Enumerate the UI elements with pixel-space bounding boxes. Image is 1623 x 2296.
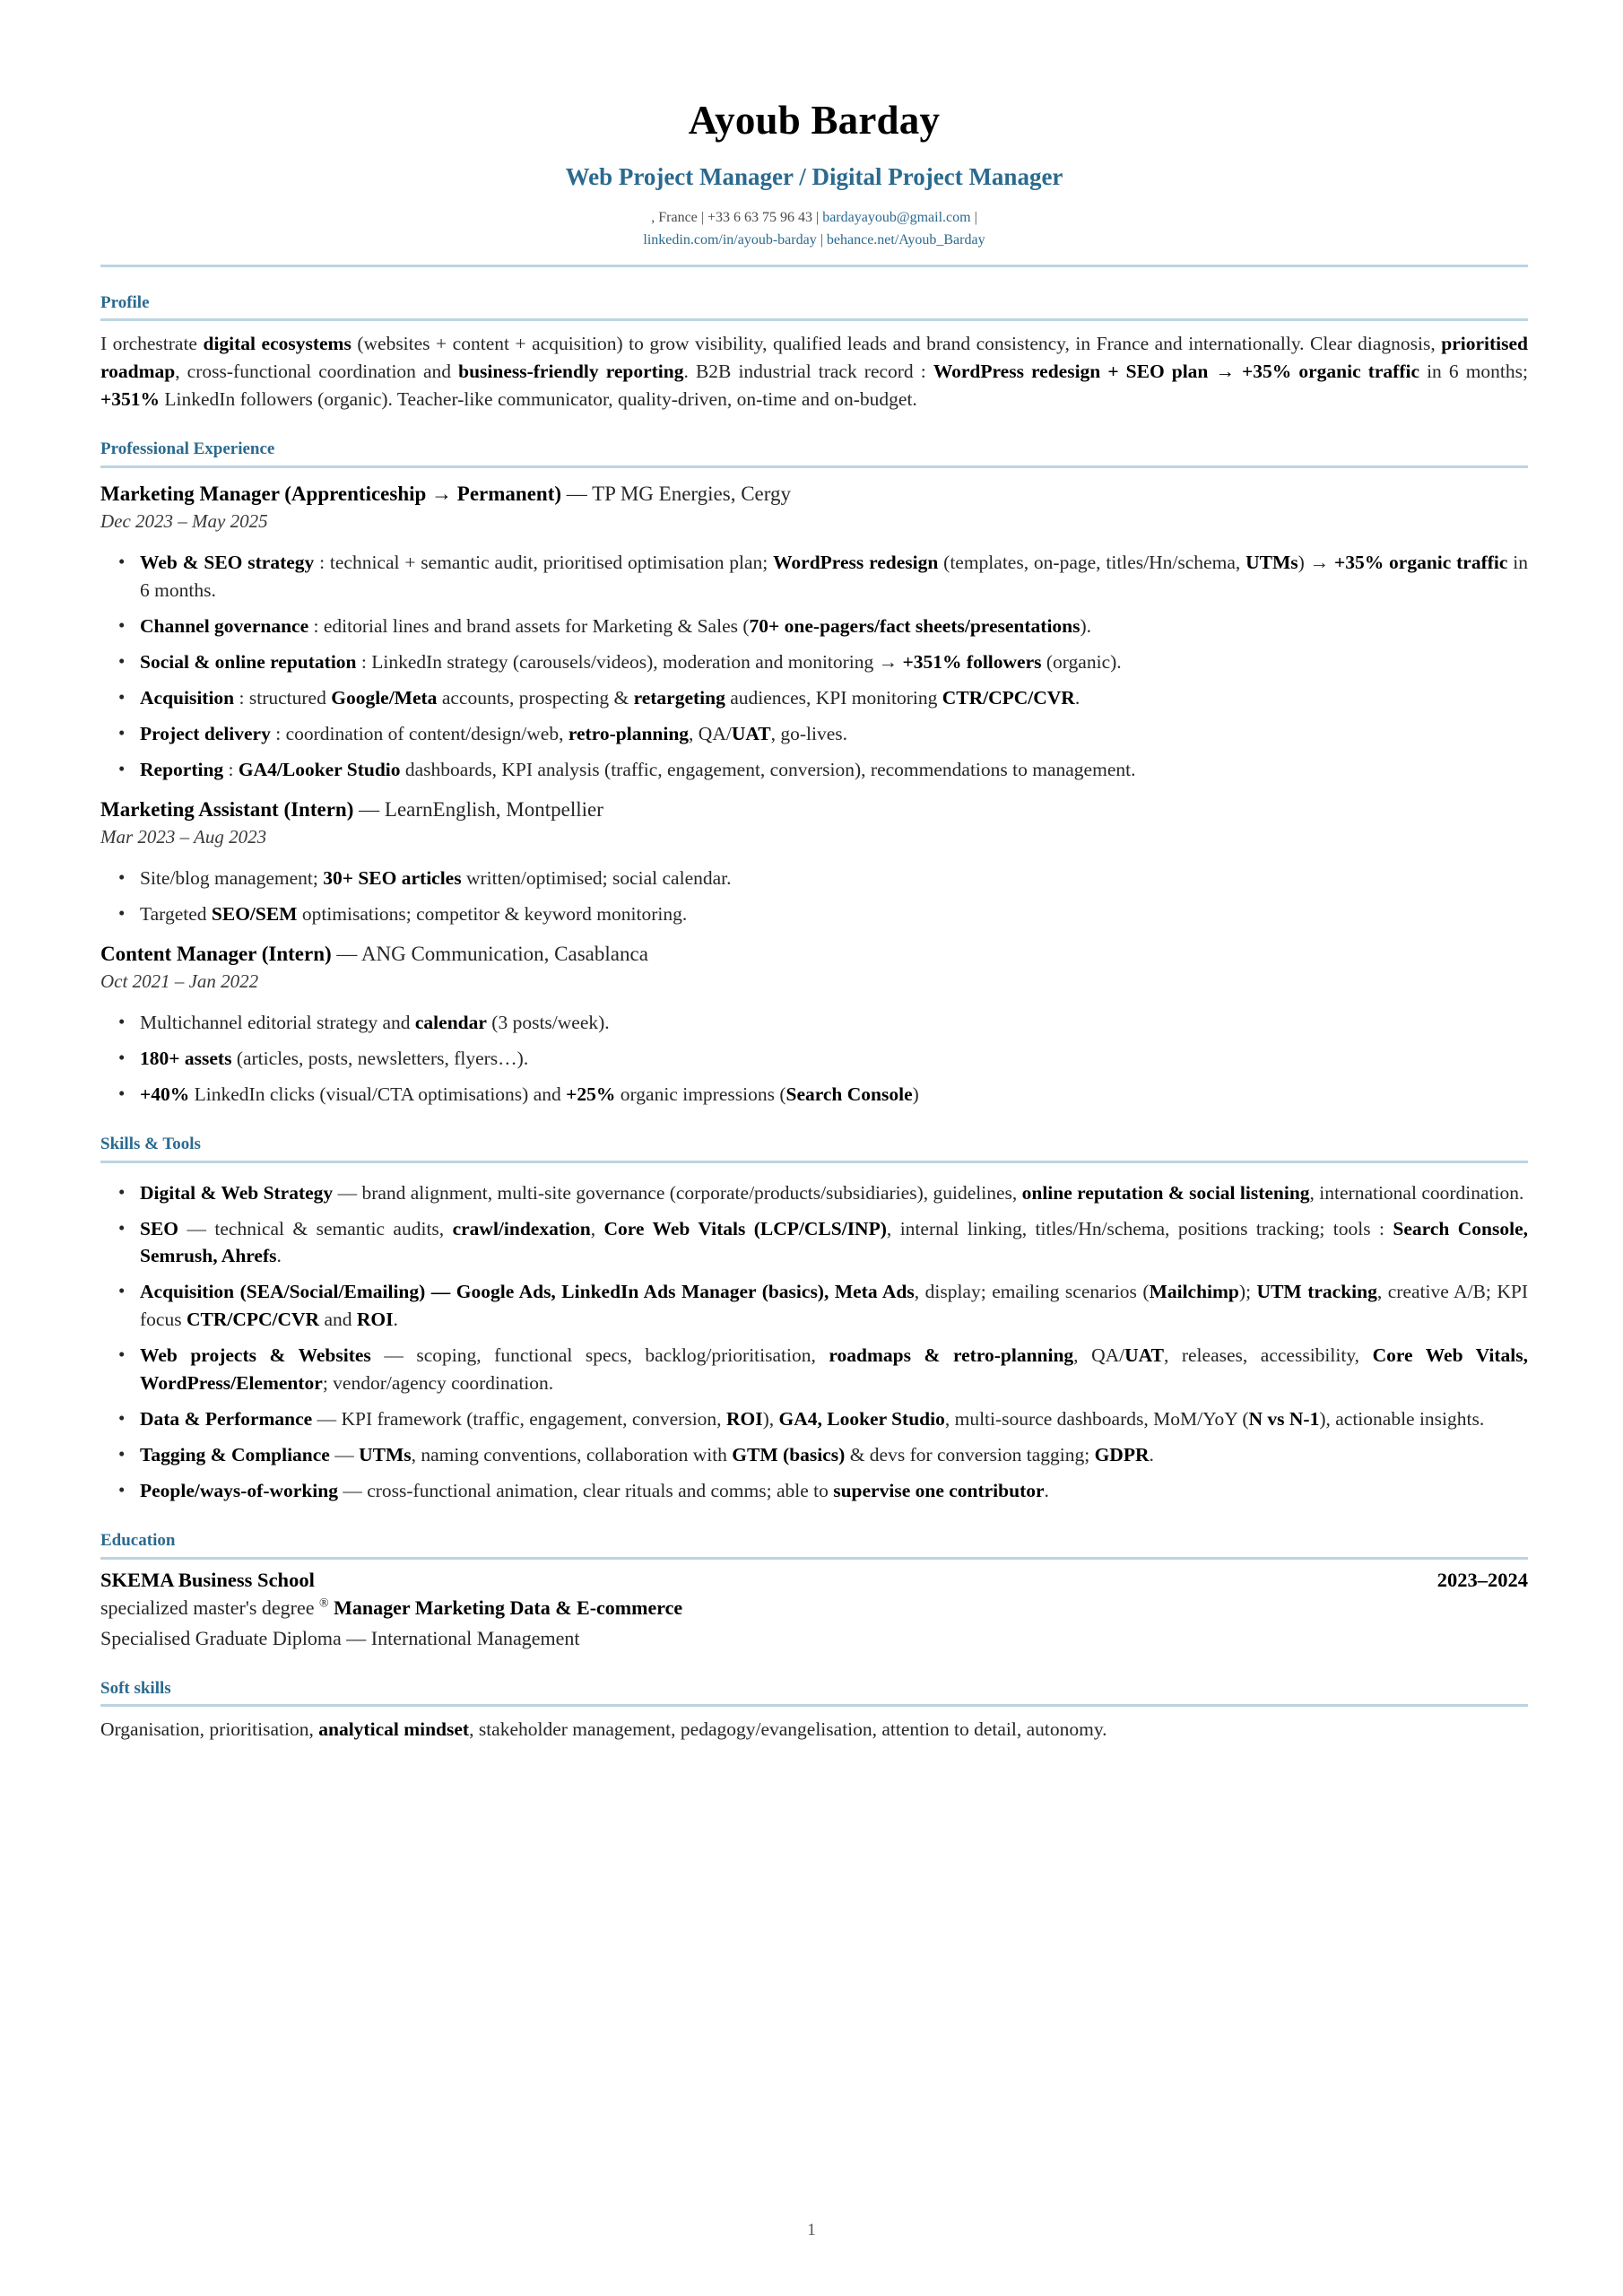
- emphasis-run: online reputation & social listening: [1021, 1181, 1310, 1204]
- bullet-item: [100, 1081, 1528, 1109]
- text-run: — KPI framework (traffic, engagement, conversion,: [312, 1408, 726, 1431]
- email-link[interactable]: bardayayoub@gmail.com: [822, 210, 971, 225]
- emphasis-run: +40%: [140, 1083, 190, 1105]
- text-run: in 6 months;: [1419, 361, 1528, 383]
- text-run: Site/blog management;: [140, 866, 324, 889]
- emphasis-run: +35% organic traffic: [1333, 552, 1508, 574]
- behance-link[interactable]: behance.net/Ayoub_Barday: [826, 231, 985, 248]
- text-run: );: [1238, 1281, 1257, 1303]
- emphasis-run: CTR/CPC/CVR: [186, 1309, 320, 1331]
- text-run: .: [1074, 687, 1081, 709]
- text-run: , go-lives.: [770, 723, 848, 744]
- emphasis-run: Channel governance: [140, 615, 309, 638]
- text-run: , naming conventions, collaboration with: [411, 1444, 733, 1466]
- text-run: ),: [762, 1408, 779, 1431]
- resume-header: [100, 97, 1528, 267]
- emphasis-run: ROI: [356, 1309, 394, 1331]
- emphasis-run: Data & Performance: [140, 1408, 313, 1431]
- text-run: accounts, prospecting &: [437, 687, 634, 709]
- bullet-item: [100, 900, 1528, 928]
- emphasis-run: prioritised roadmap: [100, 333, 1528, 383]
- bullet-item: [100, 1441, 1528, 1469]
- emphasis-run: Social & online reputation: [140, 651, 357, 674]
- emphasis-run: 70+ one-pagers/fact sheets/presentations: [749, 615, 1081, 638]
- section-divider-experience: [100, 465, 1528, 468]
- emphasis-run: WordPress redesign: [773, 552, 939, 574]
- text-run: (organic).: [1041, 651, 1122, 674]
- bullet-item: [100, 1477, 1528, 1505]
- emphasis-run: Web & SEO strategy: [140, 552, 315, 574]
- text-run: in 6 months.: [140, 552, 1528, 602]
- text-run: : coordination of content/design/web,: [270, 723, 568, 744]
- bullet-item: [100, 648, 1528, 676]
- job-role: Marketing Manager (Apprenticeship → Permanent): [100, 483, 562, 506]
- text-run: — scoping, functional specs, backlog/prioritisation,: [370, 1344, 829, 1367]
- emphasis-run: Search Console, Semrush, Ahrefs: [140, 1217, 1529, 1267]
- emphasis-run: +351% followers: [902, 651, 1042, 674]
- section-skills: [100, 1135, 1528, 1505]
- contact-info: [100, 207, 1528, 252]
- text-run: , display; emailing scenarios (: [914, 1281, 1150, 1303]
- resume-content: [100, 0, 1528, 1744]
- text-run: , QA/: [1073, 1344, 1125, 1367]
- emphasis-run: Tagging & Compliance: [140, 1444, 330, 1466]
- section-soft-skills: [100, 1680, 1528, 1744]
- bullet-item: [100, 613, 1528, 640]
- section-title-soft-skills: Soft skills: [100, 1678, 171, 1698]
- section-divider-education: [100, 1557, 1528, 1560]
- text-run: Organisation, prioritisation,: [100, 1718, 319, 1741]
- education-row: [100, 1569, 1528, 1592]
- education-degree-mark: ®: [319, 1596, 329, 1611]
- job-title: [100, 943, 1528, 966]
- text-run: Targeted: [140, 902, 212, 925]
- emphasis-run: UTMs: [359, 1444, 412, 1466]
- job-organisation: — LearnEnglish, Montpellier: [353, 797, 603, 821]
- text-run: & devs for conversion tagging;: [845, 1444, 1095, 1466]
- emphasis-run: WordPress redesign + SEO plan → +35% organic traffic: [933, 361, 1419, 383]
- text-run: (websites + content + acquisition) to grow visibility, qualified leads and brand consistency, in France and internationally. Clear diagnosis,: [351, 333, 1442, 355]
- contact-location-phone: , France | +33 6 63 75 96 43 |: [651, 210, 823, 225]
- text-run: , creative A/B; KPI focus: [140, 1281, 1528, 1331]
- header-divider: [100, 265, 1528, 267]
- emphasis-run: Google/Meta: [331, 687, 438, 709]
- text-run: LinkedIn followers (organic). Teacher-like communicator, quality-driven, on-time and on-budget.: [160, 388, 917, 411]
- emphasis-run: Web projects & Websites: [140, 1344, 371, 1367]
- text-run: .: [276, 1245, 282, 1267]
- emphasis-run: Digital & Web Strategy: [140, 1181, 334, 1204]
- job-bullet-list: [100, 1009, 1528, 1109]
- contact-suffix: |: [970, 210, 977, 225]
- emphasis-run: Mailchimp: [1149, 1281, 1239, 1303]
- text-run: : technical + semantic audit, prioritised optimisation plan;: [314, 552, 774, 574]
- text-run: , multi-source dashboards, MoM/YoY (: [944, 1408, 1249, 1431]
- job-organisation: — TP MG Energies, Cergy: [561, 483, 792, 506]
- job-organisation: — ANG Communication, Casablanca: [331, 942, 648, 965]
- text-run: . B2B industrial track record :: [683, 361, 933, 383]
- education-degree-prefix: specialized master's degree: [100, 1596, 320, 1619]
- emphasis-run: +351%: [100, 388, 161, 411]
- emphasis-run: UTMs: [1245, 552, 1298, 574]
- emphasis-run: UTM tracking: [1256, 1281, 1377, 1303]
- text-run: dashboards, KPI analysis (traffic, engagement, conversion), recommendations to management.: [400, 758, 1136, 780]
- bullet-item: [100, 1179, 1528, 1207]
- text-run: .: [393, 1309, 398, 1331]
- emphasis-run: Project delivery: [140, 723, 271, 744]
- bullet-item: [100, 1342, 1528, 1397]
- text-run: (articles, posts, newsletters, flyers…).: [231, 1047, 529, 1069]
- experience-entry: [100, 798, 1528, 928]
- emphasis-run: 180+ assets: [140, 1047, 232, 1069]
- text-run: : LinkedIn strategy (carousels/videos), moderation and monitoring →: [356, 651, 903, 674]
- education-degree: [100, 1595, 1528, 1622]
- job-title: [100, 798, 1528, 822]
- page-number: 1: [807, 2221, 816, 2239]
- text-run: ) →: [1298, 552, 1334, 574]
- emphasis-run: Acquisition (SEA/Social/Emailing) — Google Ads, LinkedIn Ads Manager (basics), Meta Ads: [140, 1281, 915, 1303]
- emphasis-run: GA4, Looker Studio: [778, 1408, 945, 1431]
- emphasis-run: digital ecosystems: [203, 333, 352, 355]
- emphasis-run: retro-planning: [568, 723, 690, 744]
- section-title-education: Education: [100, 1531, 176, 1551]
- emphasis-run: SEO/SEM: [211, 902, 298, 925]
- candidate-name: Ayoub Barday: [688, 98, 941, 143]
- text-run: (templates, on-page, titles/Hn/schema,: [938, 552, 1246, 574]
- emphasis-run: UAT: [731, 723, 771, 744]
- text-run: optimisations; competitor & keyword monitoring.: [297, 902, 688, 925]
- text-run: , internal linking, titles/Hn/schema, positions tracking; tools :: [886, 1217, 1393, 1239]
- emphasis-run: Core Web Vitals, WordPress/Elementor: [140, 1344, 1529, 1395]
- emphasis-run: +25%: [566, 1083, 616, 1105]
- education-school: SKEMA Business School: [100, 1568, 315, 1591]
- emphasis-run: People/ways-of-working: [140, 1480, 338, 1502]
- text-run: audiences, KPI monitoring: [725, 687, 942, 709]
- text-run: , international coordination.: [1309, 1181, 1524, 1204]
- section-profile: [100, 294, 1528, 414]
- text-run: ).: [1080, 615, 1092, 638]
- emphasis-run: GDPR: [1094, 1444, 1150, 1466]
- emphasis-run: ROI: [725, 1408, 763, 1431]
- bullet-item: [100, 1405, 1528, 1433]
- emphasis-run: supervise one contributor: [833, 1480, 1045, 1502]
- text-run: — technical & semantic audits,: [178, 1217, 453, 1239]
- soft-skills-text: [100, 1716, 1528, 1744]
- emphasis-run: Search Console: [785, 1083, 913, 1105]
- text-run: and: [319, 1309, 357, 1331]
- text-run: LinkedIn clicks (visual/CTA optimisations) and: [189, 1083, 567, 1105]
- text-run: (3 posts/week).: [486, 1011, 610, 1033]
- emphasis-run: SEO: [140, 1217, 179, 1239]
- section-divider-soft-skills: [100, 1704, 1528, 1707]
- experience-entry: [100, 483, 1528, 784]
- text-run: , cross-functional coordination and: [175, 361, 459, 383]
- job-dates: Mar 2023 – Aug 2023: [100, 825, 267, 848]
- section-title-experience: Professional Experience: [100, 439, 275, 459]
- text-run: , releases, accessibility,: [1163, 1344, 1373, 1367]
- bullet-item: [100, 549, 1528, 604]
- text-run: ): [912, 1083, 919, 1105]
- emphasis-run: Core Web Vitals (LCP/CLS/INP): [603, 1217, 887, 1239]
- emphasis-run: GA4/Looker Studio: [238, 758, 401, 780]
- bullet-item: [100, 720, 1528, 748]
- text-run: .: [1044, 1480, 1049, 1502]
- emphasis-run: business-friendly reporting: [458, 361, 684, 383]
- text-run: , stakeholder management, pedagogy/evangelisation, attention to detail, autonomy.: [469, 1718, 1107, 1741]
- emphasis-run: GTM (basics): [732, 1444, 846, 1466]
- experience-list: [100, 483, 1528, 1108]
- education-diploma: Specialised Graduate Diploma — International Management: [100, 1626, 580, 1649]
- job-dates: Dec 2023 – May 2025: [100, 510, 268, 533]
- text-run: Multichannel editorial strategy and: [140, 1011, 415, 1033]
- text-run: ), actionable insights.: [1319, 1408, 1485, 1431]
- education-degree-name: Manager Marketing Data & E-commerce: [328, 1596, 683, 1619]
- text-run: : structured: [234, 687, 332, 709]
- text-run: ; vendor/agency coordination.: [322, 1372, 554, 1395]
- text-run: — brand alignment, multi-site governance (corporate/products/subsidiaries), guidelines,: [333, 1181, 1022, 1204]
- bullet-item: [100, 1278, 1528, 1334]
- text-run: .: [1149, 1444, 1154, 1466]
- emphasis-run: analytical mindset: [318, 1718, 470, 1741]
- job-role: Marketing Assistant (Intern): [100, 797, 354, 821]
- emphasis-run: 30+ SEO articles: [323, 866, 462, 889]
- emphasis-run: calendar: [414, 1011, 487, 1033]
- section-title-skills: Skills & Tools: [100, 1134, 201, 1153]
- job-dates: Oct 2021 – Jan 2022: [100, 970, 259, 992]
- skills-bullet-list: [100, 1179, 1528, 1506]
- section-title-profile: Profile: [100, 292, 150, 312]
- text-run: I orchestrate: [100, 333, 204, 355]
- bullet-item: [100, 1215, 1528, 1271]
- emphasis-run: Reporting: [140, 758, 224, 780]
- emphasis-run: CTR/CPC/CVR: [942, 687, 1075, 709]
- job-role: Content Manager (Intern): [100, 942, 332, 965]
- emphasis-run: roadmaps & retro-planning: [829, 1344, 1074, 1367]
- section-divider-skills: [100, 1161, 1528, 1163]
- experience-entry: [100, 943, 1528, 1109]
- text-run: — cross-functional animation, clear rituals and comms; able to: [337, 1480, 834, 1502]
- section-divider-profile: [100, 318, 1528, 321]
- emphasis-run: crawl/indexation: [452, 1217, 591, 1239]
- text-run: written/optimised; social calendar.: [461, 866, 732, 889]
- emphasis-run: N vs N-1: [1248, 1408, 1320, 1431]
- job-bullet-list: [100, 549, 1528, 784]
- link-separator: |: [816, 231, 827, 248]
- candidate-role: Web Project Manager / Digital Project Manager: [565, 163, 1063, 190]
- bullet-item: [100, 1009, 1528, 1037]
- profile-text: [100, 330, 1528, 413]
- bullet-item: [100, 756, 1528, 784]
- text-run: —: [329, 1444, 360, 1466]
- emphasis-run: UAT: [1124, 1344, 1164, 1367]
- text-run: :: [223, 758, 239, 780]
- section-education: [100, 1532, 1528, 1652]
- emphasis-run: retargeting: [633, 687, 725, 709]
- section-experience: [100, 440, 1528, 1108]
- emphasis-run: Acquisition: [140, 687, 235, 709]
- bullet-item: [100, 1045, 1528, 1073]
- text-run: ,: [590, 1217, 604, 1239]
- job-title: [100, 483, 1528, 506]
- bullet-item: [100, 684, 1528, 712]
- job-bullet-list: [100, 865, 1528, 928]
- bullet-item: [100, 865, 1528, 892]
- linkedin-link[interactable]: linkedin.com/in/ayoub-barday: [643, 231, 817, 248]
- text-run: organic impressions (: [615, 1083, 786, 1105]
- text-run: : editorial lines and brand assets for Marketing & Sales (: [308, 615, 750, 638]
- text-run: , QA/: [689, 723, 732, 744]
- education-years: 2023–2024: [1436, 1568, 1528, 1591]
